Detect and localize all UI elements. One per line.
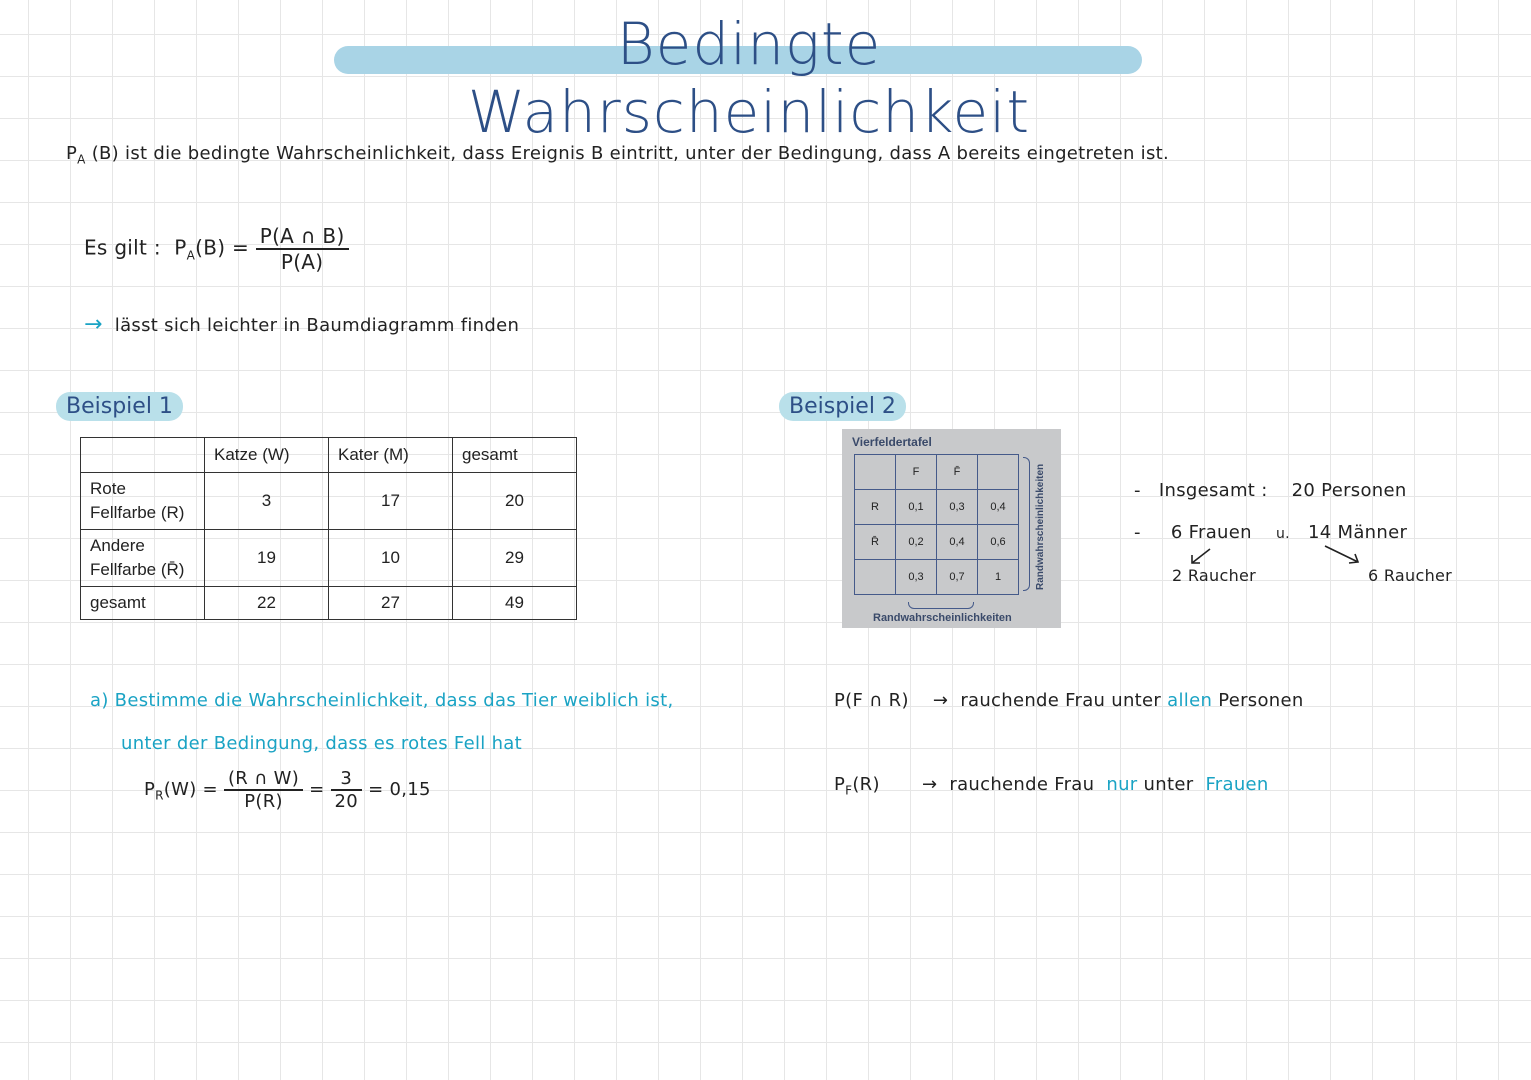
line-text: unter [1143,774,1194,795]
formula-numerator: P(A ∩ B) [256,224,349,250]
table-header-cell: Kater (M) [329,438,453,473]
bullet-dash: - [1134,480,1141,501]
formula-lhs-symbol: P [174,235,187,260]
table-cell: 0,4 [937,525,978,560]
note-conjunction: u. [1275,526,1290,542]
table-cell: F [896,455,937,490]
expression: P(F ∩ R) [834,690,909,711]
expression-symbol: P [834,774,846,795]
table-cell: 1 [978,560,1019,595]
table-cell: R [855,490,896,525]
definition-subscript: A [77,152,86,167]
table-cell: 27 [329,587,453,620]
note-men-smokers: 6 Raucher [1368,566,1453,585]
table-cell: R̄ [855,525,896,560]
table-header-row [81,438,577,473]
table-cell: 49 [453,587,577,620]
table-header-cell [81,438,205,473]
arrow-down-left-icon [1186,546,1216,568]
table-cell [855,455,896,490]
table-row [855,560,1019,595]
hint-text: lässt sich leichter in Baumdiagramm finden [114,315,520,336]
vierfeldertafel-title: Vierfeldertafel [852,435,932,449]
line-text-highlight: Frauen [1205,774,1269,795]
hint-line [84,312,519,337]
table-row-label: Andere Fellfarbe (R̄) [81,530,205,587]
page-title: Bedingte Wahrscheinlichkeit [467,10,1031,146]
table-cell: 20 [453,473,577,530]
formula-denominator: P(A) [280,250,324,274]
table-header-cell: gesamt [453,438,577,473]
example2-label: Beispiel 2 [779,392,906,421]
example1-table [80,437,577,620]
definition-symbol: P [66,143,78,164]
note-value: 20 Personen [1291,480,1407,501]
example1-solution [144,768,431,812]
solution-fraction-1 [224,768,303,812]
arrow-right-icon: → [84,312,103,337]
note-bullet-2 [1134,522,1407,543]
vierfeldertafel-bottom-label: Randwahrscheinlichkeiten [873,612,1012,624]
formula-fraction [256,224,349,274]
formula-prefix: Es gilt : [84,235,161,260]
arrow-down-right-icon [1322,543,1364,567]
line-text: rauchende Frau unter [960,690,1162,711]
note-label: Insgesamt : [1158,480,1268,501]
example1-label: Beispiel 1 [56,392,183,421]
table-cell: 0,6 [978,525,1019,560]
bullet-dash: - [1134,522,1141,543]
definition-text: (B) ist die bedingte Wahrscheinlichkeit, dass Ereignis B eintritt, unter der Bedingung, dass A bereits eingetreten ist. [91,143,1170,164]
table-cell: 22 [205,587,329,620]
table-cell: F̄ [937,455,978,490]
table-row [855,490,1019,525]
arrow-right-icon: → [921,774,938,795]
note-women: 6 Frauen [1170,522,1252,543]
table-cell [978,455,1019,490]
solution-fraction-1-numerator: (R ∩ W) [224,768,303,791]
brace-bottom [908,602,974,609]
task-line-2: unter der Bedingung, dass es rotes Fell hat [121,733,522,754]
expression-subscript: F [845,783,853,798]
table-cell: 0,3 [896,560,937,595]
table-row [855,525,1019,560]
arrow-right-icon: → [932,690,949,711]
definition-line [66,143,1169,167]
line-text: rauchende Frau [949,774,1095,795]
solution-fraction-2-numerator: 3 [331,768,363,791]
table-cell: 19 [205,530,329,587]
vierfeldertafel-side-label: Randwahrscheinlichkeiten [1035,463,1046,591]
example2-line-1 [834,690,1304,711]
table-cell: 0,3 [937,490,978,525]
table-cell: 29 [453,530,577,587]
note-men: 14 Männer [1307,522,1408,543]
table-cell: 3 [205,473,329,530]
line-text-highlight: nur [1106,774,1138,795]
line-text: Personen [1218,690,1304,711]
solution-fraction-2-denominator: 20 [334,791,359,812]
table-row-label: Rote Fellfarbe (R) [81,473,205,530]
example2-line-2 [834,774,1269,798]
brace-right [1023,457,1030,591]
table-cell: 10 [329,530,453,587]
table-row [855,455,1019,490]
table-cell: 0,7 [937,560,978,595]
task-line-1: a) Bestimme die Wahrscheinlichkeit, dass das Tier weiblich ist, [90,690,674,711]
note-bullet-1 [1134,480,1407,501]
solution-lhs-symbol: P [144,779,156,800]
table-cell: 17 [329,473,453,530]
solution-fraction-2 [331,768,363,812]
solution-fraction-1-denominator: P(R) [244,791,283,812]
solution-lhs-rest: (W) = [163,779,218,800]
table-header-cell: Katze (W) [205,438,329,473]
vierfeldertafel-grid [854,454,1019,595]
solution-result: = 0,15 [368,779,431,800]
table-row-label: gesamt [81,587,205,620]
table-cell [855,560,896,595]
formula-lhs-subscript: A [186,248,196,263]
table-row [81,473,577,530]
expression-rest: (R) [852,774,880,795]
table-cell: 0,2 [896,525,937,560]
table-cell: 0,4 [978,490,1019,525]
formula-lhs-rest: (B) = [195,235,250,260]
vierfeldertafel-image [842,429,1061,628]
solution-lhs-subscript: R [155,788,164,803]
table-row [81,530,577,587]
line-text-highlight: allen [1167,690,1213,711]
table-row [81,587,577,620]
solution-equals: = [309,779,325,800]
table-cell: 0,1 [896,490,937,525]
note-women-smokers: 2 Raucher [1172,566,1257,585]
formula [84,224,349,274]
